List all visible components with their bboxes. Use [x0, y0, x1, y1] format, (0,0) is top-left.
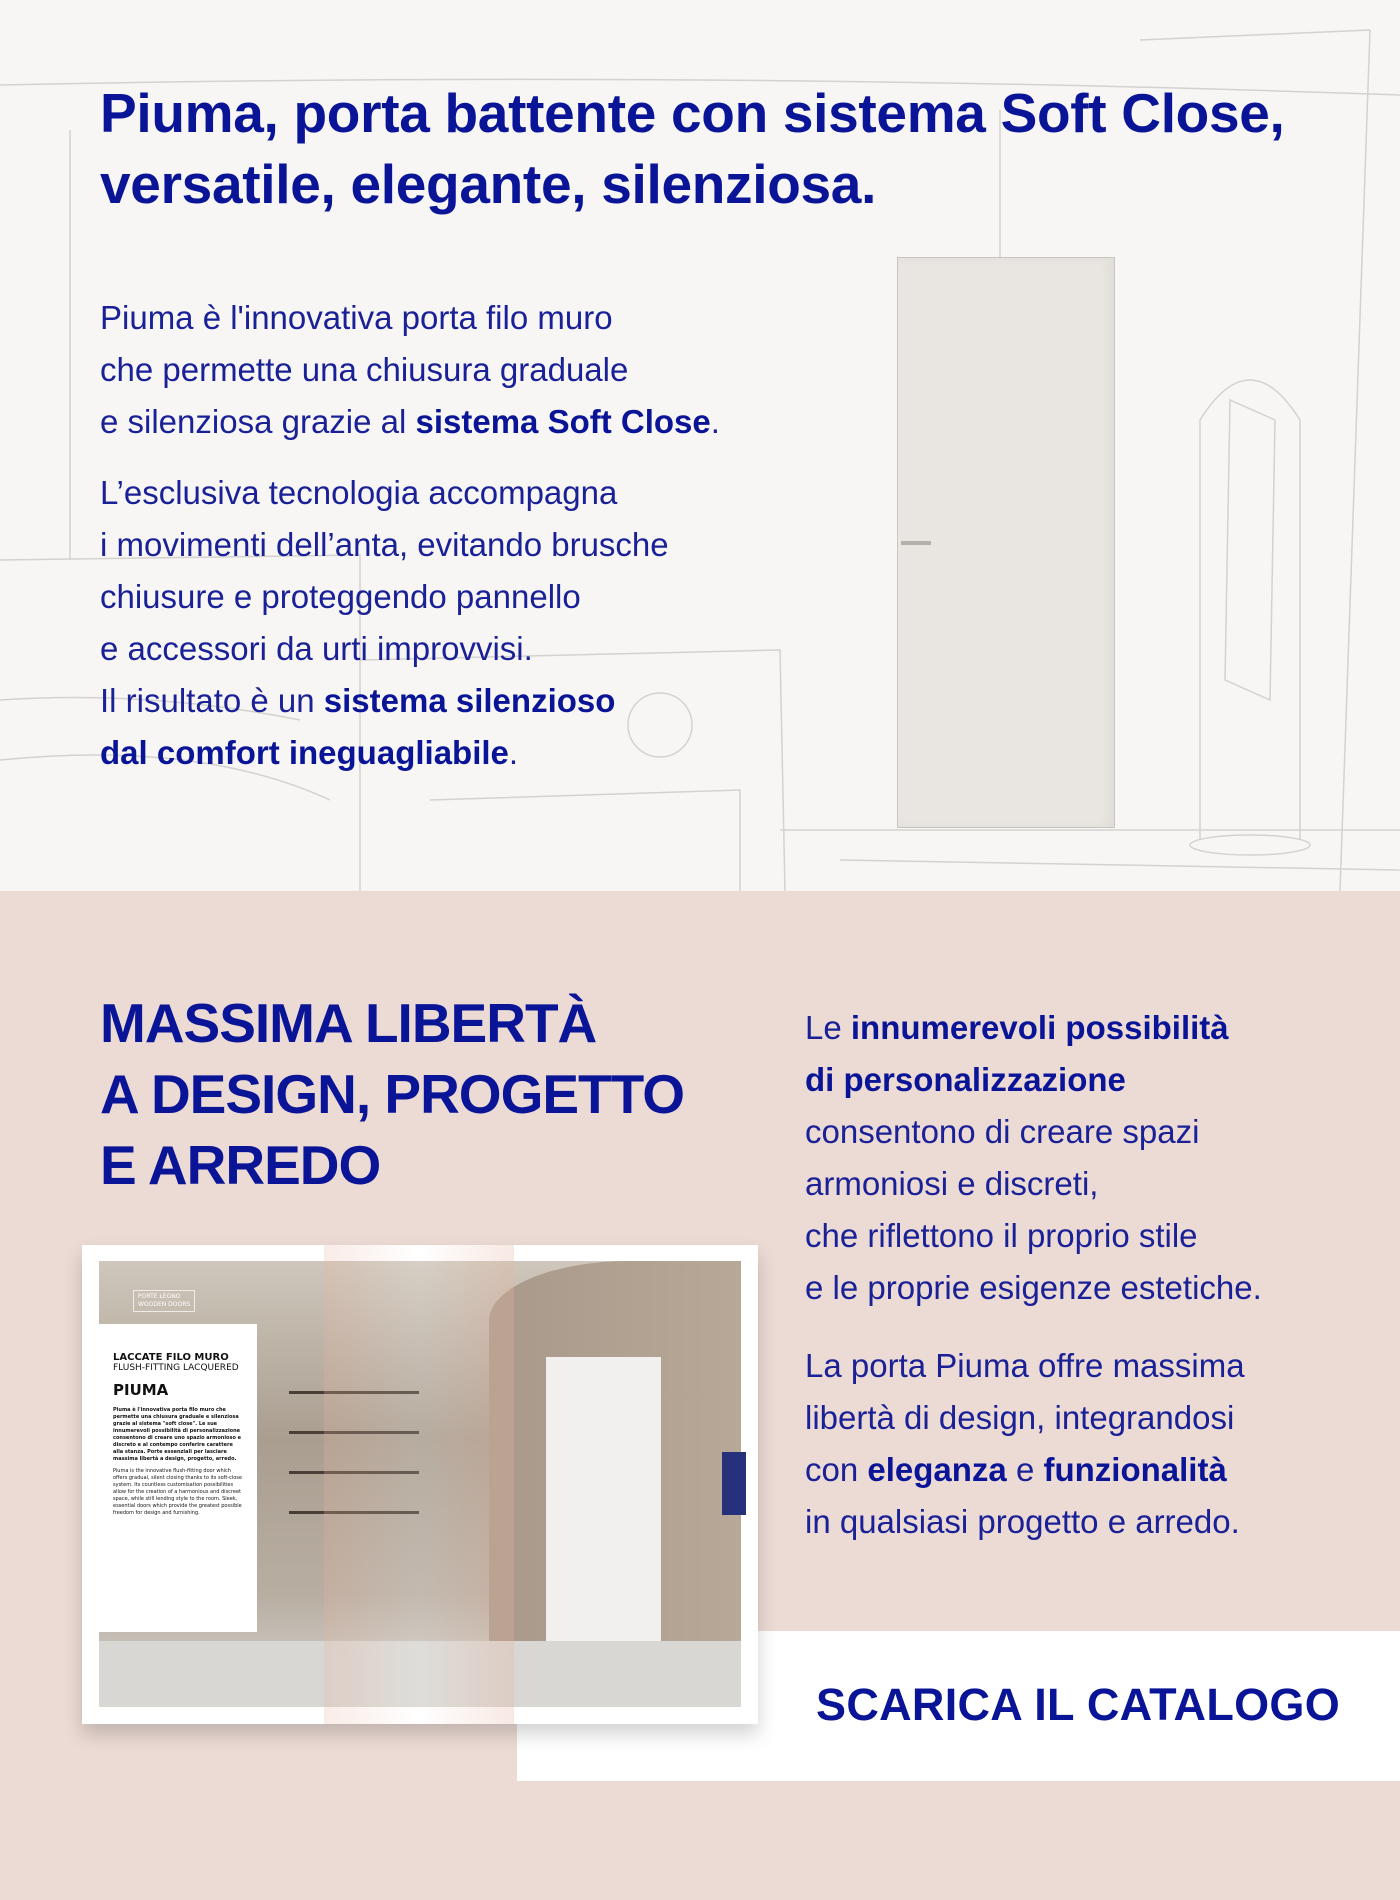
customization-paragraph: Le innumerevoli possibilità di personalizzazione consentono di creare spazi armoniosi e discreti, che riflettono il proprio stile e le proprie esigenze estetiche. — [805, 1009, 1262, 1306]
catalog-mockup — [82, 1245, 758, 1724]
catalog-text-panel: LACCATE FILO MURO FLUSH-FITTING LACQUERED PIUMA Piuma è l'innovativa porta filo muro che permette una chiusura graduale e silenziosa grazie al sistema "soft close". Le sue innumerevoli possibilità di personalizzazione consentono di creare uno spazio armonioso e discreto e al contempo conferire carattere alla stanza. Porte essenziali per lasciare massima libertà a design, progetto, arredo. Piuma is the innovative flush-fitting door which offers gradual, silent closing thanks to its soft-close system. Its countless customisation possibilities allow for the creation of a harmonious and discreet space, while still lending style to the room. Sleek, essential doors which provide the greatest possible freedom for design and furnishing. — [99, 1324, 257, 1632]
design-heading: MASSIMA LIBERTÀ A DESIGN, PROGETTO E ARREDO — [100, 992, 685, 1196]
catalog-tab-marker — [722, 1452, 746, 1515]
hero-section — [0, 0, 1400, 891]
technology-paragraph: L’esclusiva tecnologia accompagna i movimenti dell’anta, evitando brusche chiusure e proteggendo pannello e accessori da urti improvvisi. Il risultato è un sistema silenzioso dal comfort ineguagliabile. — [100, 474, 669, 771]
door-image — [897, 257, 1115, 828]
catalog-door — [546, 1357, 661, 1677]
door-handle — [901, 541, 931, 545]
page-title: Piuma, porta battente con sistema Soft Close, versatile, elegante, silenziosa. — [100, 82, 1285, 215]
freedom-paragraph: La porta Piuma offre massima libertà di design, integrandosi con eleganza e funzionalità in qualsiasi progetto e arredo. — [805, 1347, 1245, 1540]
download-catalog-button[interactable]: SCARICA IL CATALOGO — [517, 1631, 1400, 1781]
intro-paragraph: Piuma è l'innovativa porta filo muro che permette una chiusura graduale e silenziosa grazie al sistema Soft Close. — [100, 299, 720, 440]
catalog-section-label: PORTE LEGNO WOODEN DOORS — [133, 1290, 195, 1312]
catalog-spine — [324, 1245, 514, 1724]
